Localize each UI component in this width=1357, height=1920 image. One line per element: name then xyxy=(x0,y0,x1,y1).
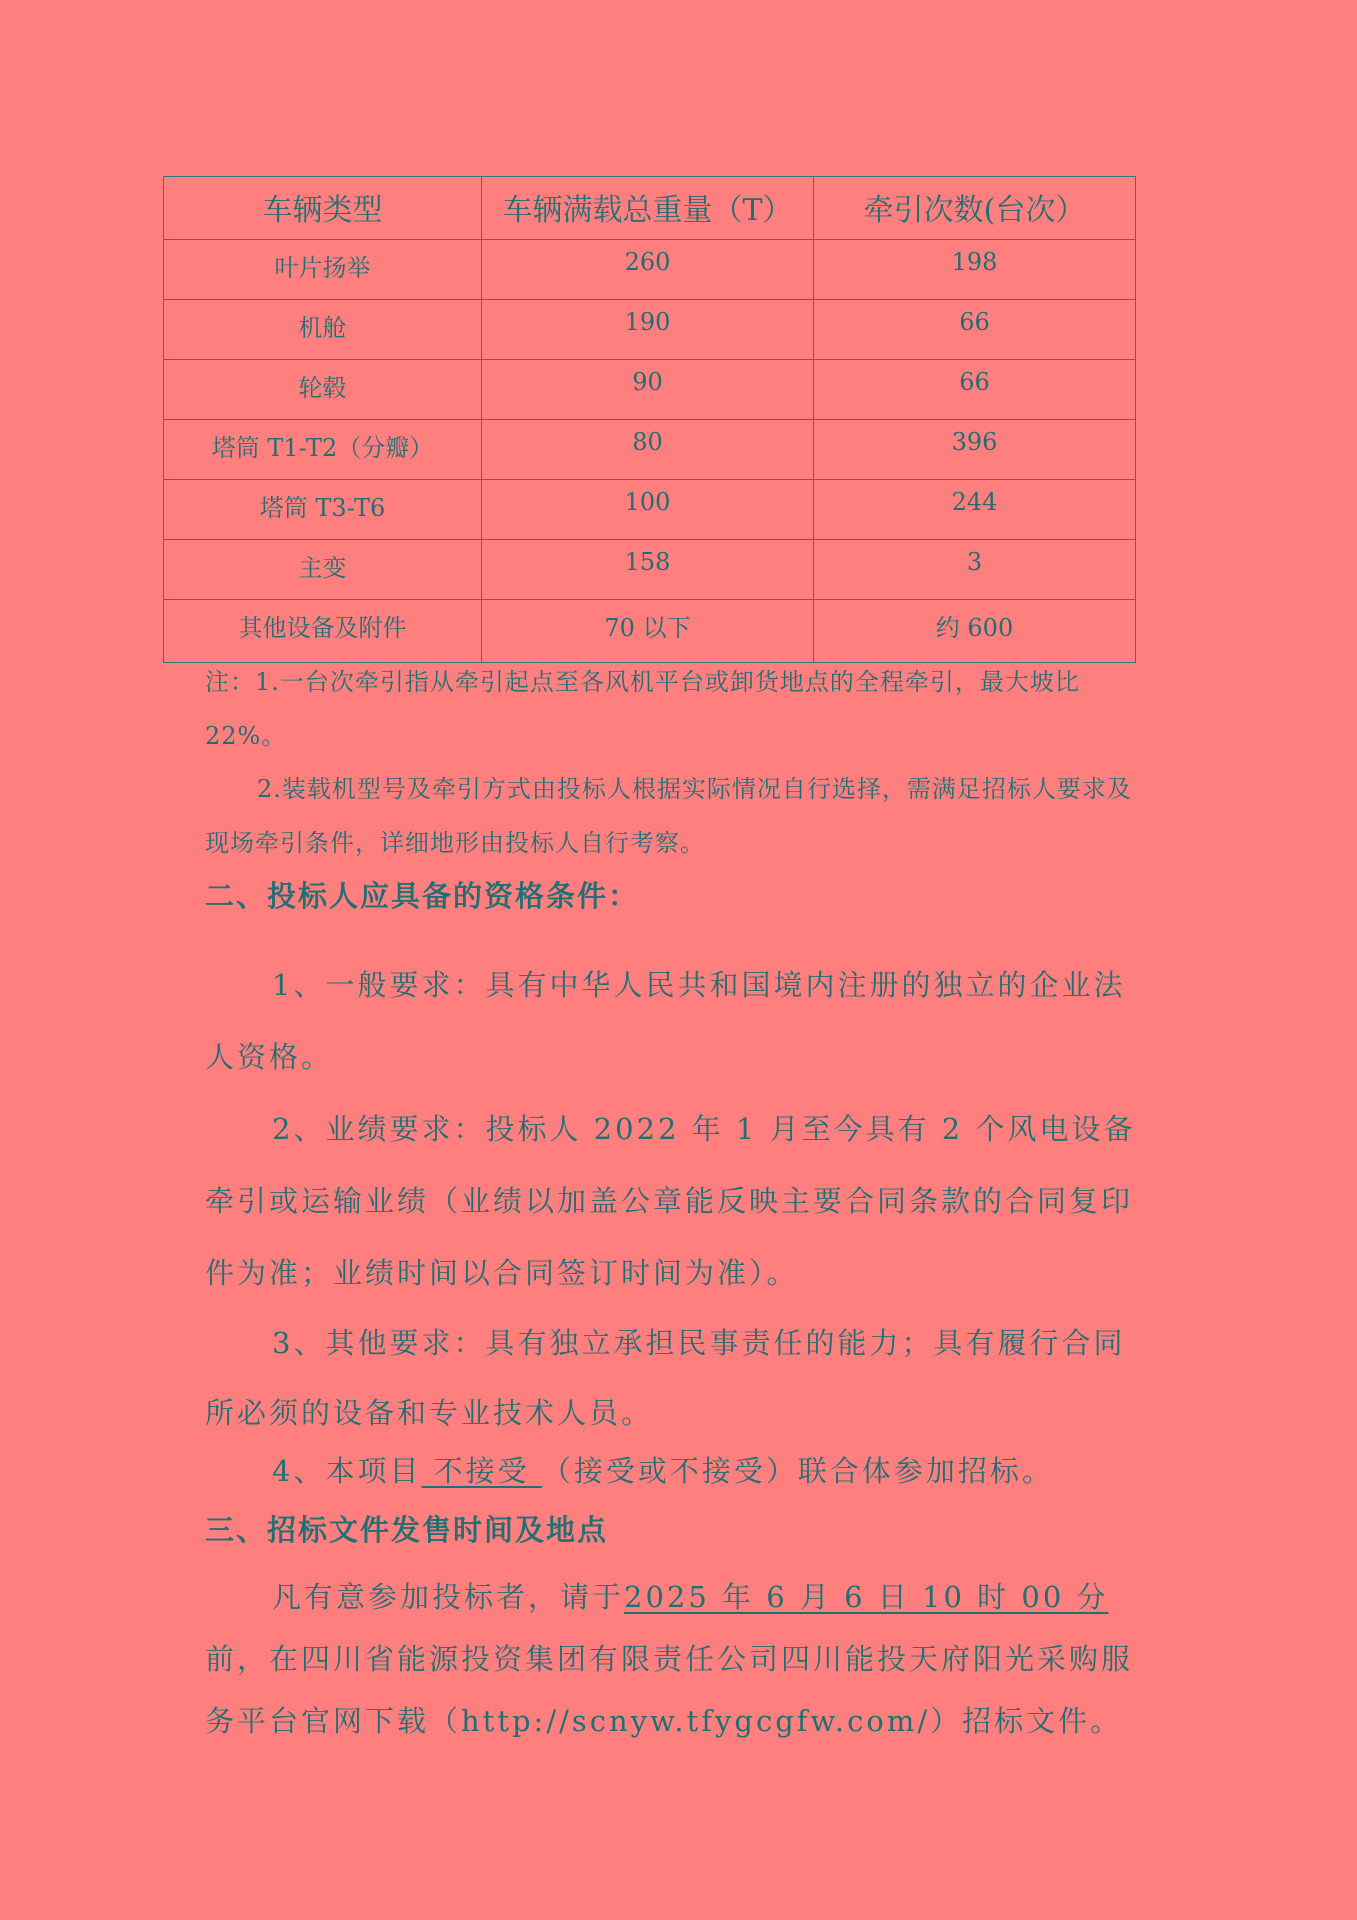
sale-deadline: 2025 年 6 月 6 日 10 时 00 分 xyxy=(624,1580,1109,1614)
table-cell: 其他设备及附件 xyxy=(164,600,482,663)
table-cell: 塔筒 T3-T6 xyxy=(164,480,482,540)
requirement-consortium xyxy=(205,1449,1155,1493)
table-cell: 396 xyxy=(814,420,1136,480)
table-row xyxy=(164,480,1136,540)
requirement-general: 1、一般要求：具有中华人民共和国境内注册的独立的企业法人资格。 xyxy=(205,968,1126,1074)
consortium-answer: 不接受 xyxy=(421,1454,542,1488)
table-cell: 叶片扬举 xyxy=(164,240,482,300)
vehicle-table xyxy=(163,176,1136,663)
sale-time-paragraph xyxy=(205,1566,1155,1752)
table-cell: 190 xyxy=(482,300,814,360)
table-cell: 约 600 xyxy=(814,600,1136,663)
table-cell: 158 xyxy=(482,540,814,600)
requirement-other: 3、其他要求：具有独立承担民事责任的能力；具有履行合同所必须的设备和专业技术人员。 xyxy=(205,1326,1126,1430)
table-cell: 260 xyxy=(482,240,814,300)
consortium-suffix: （接受或不接受）联合体参加招标。 xyxy=(541,1454,1054,1488)
sale-prefix: 凡有意参加投标者，请于 xyxy=(272,1580,625,1614)
header-tow-count: 牵引次数(台次） xyxy=(814,177,1136,240)
table-cell: 66 xyxy=(814,300,1136,360)
table-note-2: 2.装载机型号及牵引方式由投标人根据实际情况自行选择，需满足招标人要求及现场牵引条件，详细地形由投标人自行考察。 xyxy=(205,775,1132,857)
table-cell: 机舱 xyxy=(164,300,482,360)
table-cell: 66 xyxy=(814,360,1136,420)
header-vehicle-type: 车辆类型 xyxy=(164,177,482,240)
table-cell: 80 xyxy=(482,420,814,480)
table-row xyxy=(164,360,1136,420)
requirement-performance: 2、业绩要求：投标人 2022 年 1 月至今具有 2 个风电设备牵引或运输业绩（业绩以加盖公章能反映主要合同条款的合同复印件为准；业绩时间以合同签订时间为准）。 xyxy=(205,1112,1136,1290)
table-note-1: 注：1.一台次牵引指从牵引起点至各风机平台或卸货地点的全程牵引，最大坡比22%。 xyxy=(205,668,1080,750)
table-cell: 3 xyxy=(814,540,1136,600)
table-cell: 198 xyxy=(814,240,1136,300)
table-header-row xyxy=(164,177,1136,240)
consortium-prefix: 4、本项目 xyxy=(272,1454,422,1488)
table-cell: 100 xyxy=(482,480,814,540)
section-2-heading: 二、投标人应具备的资格条件： xyxy=(205,879,640,913)
table-row xyxy=(164,600,1136,663)
sale-suffix: 前，在四川省能源投资集团有限责任公司四川能投天府阳光采购服务平台官网下载（http://scnyw.tfygcgfw.com/）招标文件。 xyxy=(205,1642,1134,1738)
table-row xyxy=(164,540,1136,600)
table-cell: 塔筒 T1-T2（分瓣） xyxy=(164,420,482,480)
table-row xyxy=(164,300,1136,360)
table-cell: 244 xyxy=(814,480,1136,540)
table-cell: 主变 xyxy=(164,540,482,600)
table-cell: 70 以下 xyxy=(482,600,814,663)
section-3-heading: 三、招标文件发售时间及地点 xyxy=(205,1513,609,1547)
header-total-weight: 车辆满载总重量（T） xyxy=(482,177,814,240)
table-cell: 90 xyxy=(482,360,814,420)
table-row xyxy=(164,420,1136,480)
table-row xyxy=(164,240,1136,300)
table-cell: 轮毂 xyxy=(164,360,482,420)
